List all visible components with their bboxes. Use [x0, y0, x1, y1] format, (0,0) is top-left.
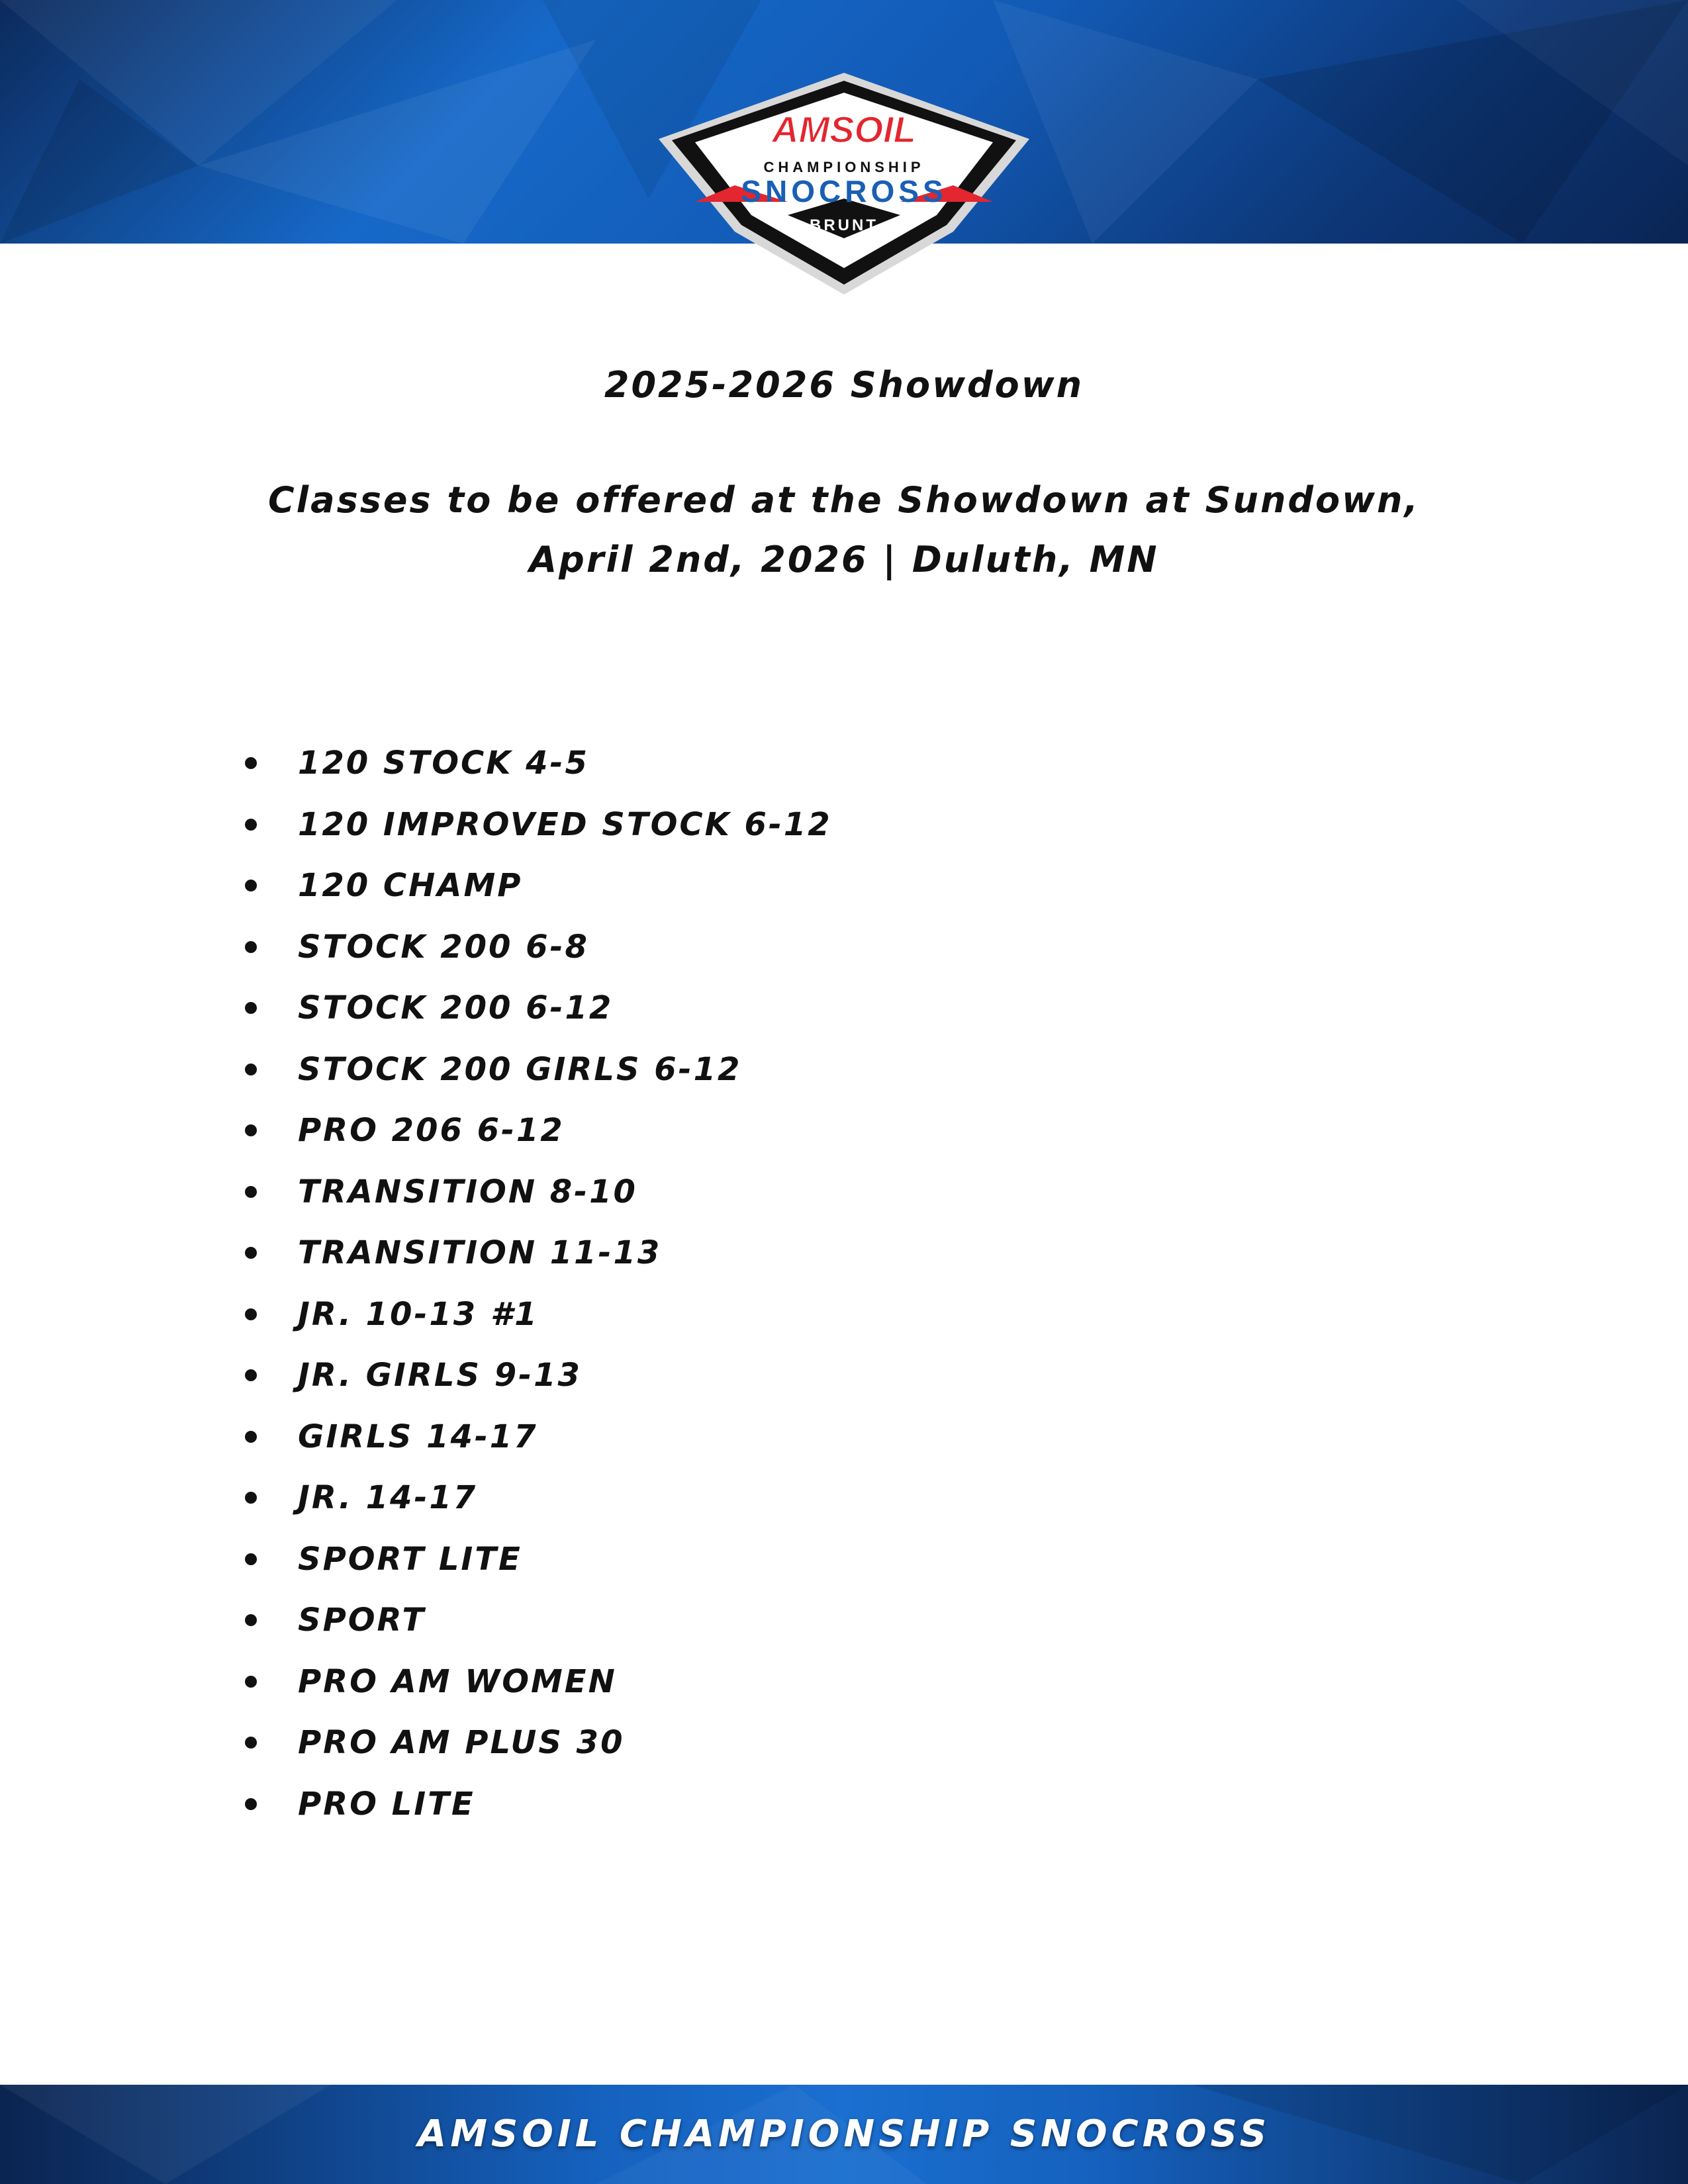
bullet-icon [245, 1064, 257, 1075]
bullet-icon [245, 1676, 257, 1688]
class-label: TRANSITION 8-10 [298, 1173, 637, 1210]
bullet-icon [245, 880, 257, 891]
bullet-icon [245, 1308, 257, 1320]
list-item [245, 1476, 832, 1537]
bullet-icon [245, 1431, 257, 1443]
list-item [245, 864, 832, 925]
bullet-icon [245, 1247, 257, 1259]
list-item [245, 1353, 832, 1415]
bullet-icon [245, 1614, 257, 1626]
bullet-icon [245, 1737, 257, 1749]
logo-snocross-text: SNOCROSS [741, 174, 947, 208]
list-item [245, 741, 832, 803]
document-title: 2025-2026 Showdown [604, 364, 1084, 406]
class-label: 120 STOCK 4-5 [298, 745, 589, 782]
class-label: 120 CHAMP [298, 867, 523, 904]
list-item [245, 986, 832, 1048]
class-label: STOCK 200 6-12 [298, 989, 614, 1026]
class-label: TRANSITION 11-13 [298, 1234, 662, 1271]
logo-brand-text: AMSOIL [772, 109, 916, 150]
event-subtitle-line1: Classes to be offered at the Showdown at Sundown, [268, 479, 1420, 521]
bullet-icon [245, 941, 257, 953]
list-item [245, 1721, 832, 1782]
class-label: PRO AM PLUS 30 [298, 1724, 625, 1761]
class-label: JR. 10-13 #1 [298, 1295, 539, 1333]
bullet-icon [245, 1492, 257, 1504]
list-item [245, 1660, 832, 1721]
class-label: STOCK 200 6-8 [298, 928, 589, 966]
class-label: GIRLS 14-17 [298, 1418, 538, 1455]
class-list [245, 741, 832, 1843]
class-label: PRO LITE [298, 1785, 475, 1823]
list-item [245, 1109, 832, 1170]
class-label: PRO AM WOMEN [298, 1662, 617, 1700]
bullet-icon [245, 1002, 257, 1014]
list-item [245, 1537, 832, 1599]
event-subtitle-line2: April 2nd, 2026 | Duluth, MN [529, 539, 1159, 580]
class-label: SPORT [298, 1602, 426, 1639]
bullet-icon [245, 1124, 257, 1136]
logo-championship-text: CHAMPIONSHIP [763, 159, 925, 175]
class-label: JR. 14-17 [298, 1479, 478, 1516]
class-label: SPORT LITE [298, 1540, 522, 1578]
class-label: PRO 206 6-12 [298, 1112, 565, 1149]
bullet-icon [245, 1798, 257, 1810]
class-label: JR. GIRLS 9-13 [298, 1357, 582, 1394]
list-item [245, 1293, 832, 1354]
bullet-icon [245, 819, 257, 831]
list-item [245, 1231, 832, 1293]
logo-sponsor-text: BRUNT [810, 216, 878, 234]
list-item [245, 1415, 832, 1477]
list-item [245, 803, 832, 864]
bullet-icon [245, 1186, 257, 1198]
class-label: STOCK 200 GIRLS 6-12 [298, 1050, 742, 1088]
footer-title: AMSOIL CHAMPIONSHIP SNOCROSS [417, 2113, 1271, 2156]
list-item [245, 1170, 832, 1232]
bullet-icon [245, 757, 257, 769]
list-item [245, 1598, 832, 1660]
snocross-logo [655, 66, 1033, 304]
list-item [245, 1048, 832, 1109]
bullet-icon [245, 1553, 257, 1565]
class-label: 120 IMPROVED STOCK 6-12 [298, 805, 832, 843]
list-item [245, 1782, 832, 1844]
bullet-icon [245, 1369, 257, 1381]
list-item [245, 925, 832, 987]
